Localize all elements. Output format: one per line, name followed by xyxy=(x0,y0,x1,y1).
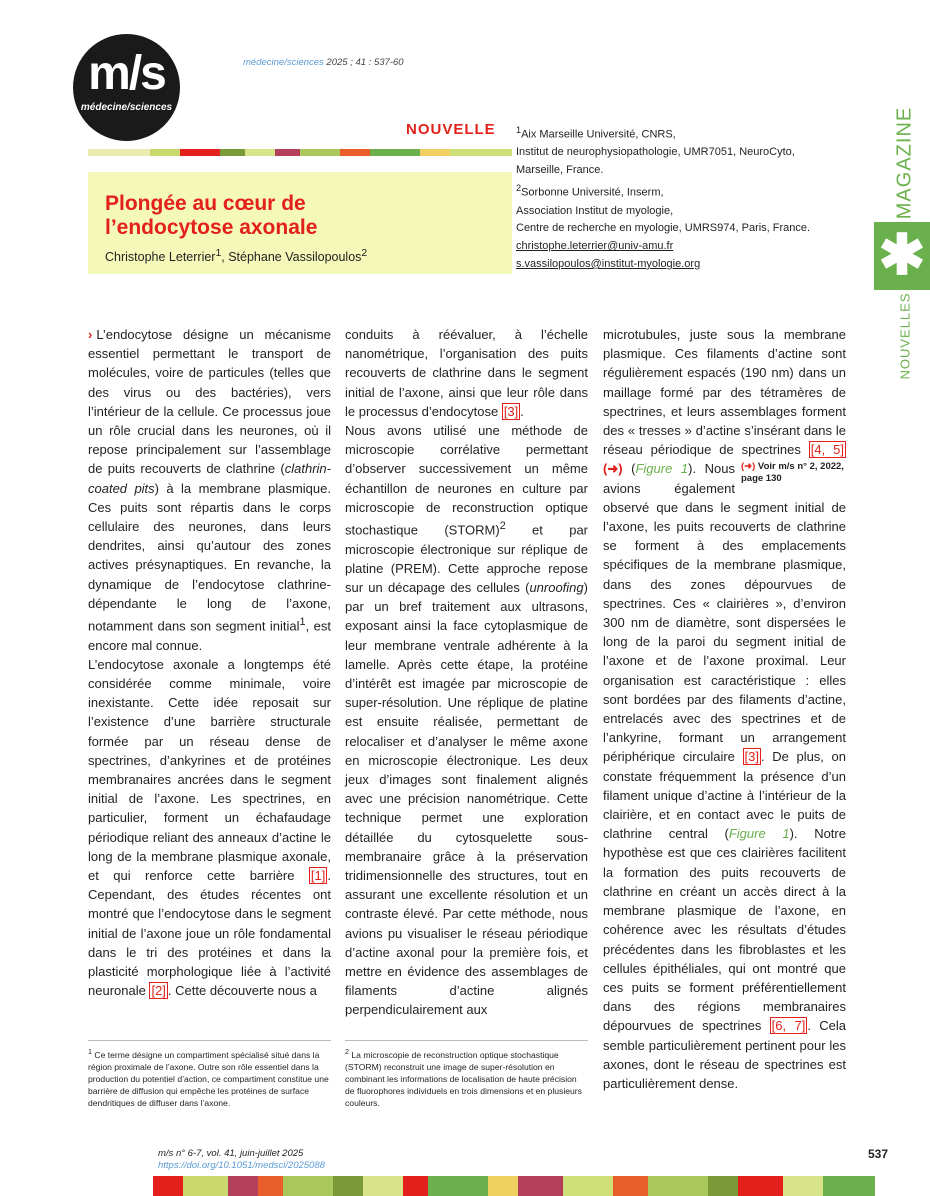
logo-subtitle: médecine/sciences xyxy=(80,102,173,113)
footnote-marker[interactable]: 1 xyxy=(299,616,306,629)
text-run: L’endocytose désigne un mécanisme essentiel permettant le transport de molécules, voire de particules (telles que des virus ou des bactéries), vers l’intérieur de la cellule. Ce processus joue un rôle crucial dans les neurones, où il repose principalement sur l’assemblage de puits recouverts de clathrine ( xyxy=(88,327,331,477)
section-label: NOUVELLE xyxy=(406,121,496,138)
reference-link[interactable]: [1] xyxy=(310,868,326,884)
text-run: . Cela semble particulièrement pertinent pour les axones, dont le réseau de spectrines est particulièrement dense. xyxy=(603,1018,846,1091)
footnote-divider xyxy=(88,1040,331,1041)
doi-link[interactable]: https://doi.org/10.1051/medsci/2025088 xyxy=(158,1160,325,1171)
footer-stripe xyxy=(153,1176,875,1196)
title-line-1: Plongée au cœur de xyxy=(105,192,306,215)
text-run: microtubules, juste sous la membrane plasmique. Ces filaments d’actine sont régulièrement espacés (190 nm) dans un maillage formé par des tétramères de spectrines, et leurs assemblages forment des « tresses » d’actine s’insérant dans le réseau périodique de spectrines xyxy=(603,327,846,458)
paragraph xyxy=(345,325,588,421)
body-column-1 xyxy=(88,325,331,1000)
footnote-divider xyxy=(345,1040,588,1041)
nouvelles-label: NOUVELLES xyxy=(897,292,913,380)
footnote-number: 1 xyxy=(88,1048,92,1056)
arrow-right-icon[interactable]: (➜) xyxy=(603,461,623,477)
affil-1-line-2: Institut de neurophysiopathologie, UMR7051, NeuroCyto, xyxy=(516,146,795,159)
journal-volume: 2025 ; 41 : 537-60 xyxy=(323,57,404,68)
logo-text: m/s xyxy=(88,47,165,100)
affiliations xyxy=(516,122,810,274)
footnote-text: Ce terme désigne un compartiment spécialisé situé dans la région proximale de l’axone. Outre son rôle essentiel dans la production du potentiel d’action, ce compartiment constitue une barrière de diffusion qui empêche les protéines de surface dendritiques de diffuser dans l’axone. xyxy=(88,1049,329,1108)
footnote-marker[interactable]: 2 xyxy=(499,520,506,533)
title-line-2: l’endocytose axonale xyxy=(105,216,318,239)
paragraph xyxy=(345,421,588,1020)
author-2: Stéphane Vassilopoulos xyxy=(228,250,362,265)
journal-logo xyxy=(73,34,180,141)
affil-1-line-1: Aix Marseille Université, CNRS, xyxy=(521,128,676,141)
paragraph xyxy=(88,655,331,1001)
chevron-right-icon: › xyxy=(88,327,93,342)
journal-reference xyxy=(243,57,404,68)
asterisk-icon: ✱ xyxy=(874,222,930,290)
authors xyxy=(105,248,367,264)
magazine-tab xyxy=(885,106,925,219)
text-run: . Nous avions également observé que dans le segment initial de l’axone, les puits recouverts de clathrine se forment à des emplacements spécifiques de la membrane plasmique, dans des zones dépourvues de spectrines. Ces « clairières », d’environ 300 nm de diamètre, sont dispersées le long de la paroi du segment initial de l’axone et de l’axone proximal. Leur organisation est caractéristique : elles sont bordées par des filaments d’actine, entrelacés avec des spectrines et de l’ankyrine, formant un arrangement périphérique circulaire xyxy=(603,461,846,765)
text-run: . xyxy=(520,403,524,419)
text-run: . Cependant, des études récentes ont montré que l’endocytose dans le segment initial de l’axone joue un rôle fondamental dans le tri des protéines et dans la plasticité morphologique liée à l’activité neuronale xyxy=(88,868,331,999)
figure-link[interactable]: Figure 1 xyxy=(728,826,790,842)
text-run: Nous avons utilisé une méthode de microscopie corrélative permettant d’observer successivement un même échantillon de neurones en culture par microscopie de reconstruction optique stochastique (STORM) xyxy=(345,423,588,538)
footer-citation xyxy=(158,1148,325,1172)
email-link-2[interactable]: s.vassilopoulos@institut-myologie.org xyxy=(516,257,701,270)
author-1: Christophe Leterrier xyxy=(105,250,216,265)
footnote-number: 2 xyxy=(345,1048,349,1056)
nouvelles-tab xyxy=(885,292,925,380)
magazine-label: MAGAZINE xyxy=(893,106,916,219)
text-run: et par microscopie électronique sur réplique de platine (PREM). Cette approche repose sur un décapage des cellules ( xyxy=(345,522,589,595)
text-run: unroofing xyxy=(529,579,584,595)
author-2-affil: 2 xyxy=(361,248,368,259)
text-run: clathrin-coated pits xyxy=(88,461,331,496)
paragraph xyxy=(88,325,331,655)
reference-link[interactable]: [3] xyxy=(744,749,759,765)
affil-2-line-3: Centre de recherche en myologie, UMRS974, Paris, France. xyxy=(516,222,811,235)
affil-1-num: 1 xyxy=(516,125,522,135)
cross-reference-text: Voir m/s n° 2, 2022, page 130 xyxy=(741,461,844,485)
affil-2-line-1: Sorbonne Université, Inserm, xyxy=(521,186,664,199)
footnote-text: La microscopie de reconstruction optique stochastique (STORM) reconstruit une image de super-résolution en combinant les informations de localisation de haute précision de fluorophores individuels en trois dimensions et en plusieurs couleurs. xyxy=(345,1049,582,1108)
article-title xyxy=(105,192,317,240)
arrow-right-icon: (➜) xyxy=(741,461,756,473)
affil-1-line-3: Marseille, France. xyxy=(516,164,604,177)
decorative-stripe xyxy=(88,149,512,156)
author-1-affil: 1 xyxy=(215,248,222,259)
footnote-2 xyxy=(345,1046,588,1109)
affil-2-num: 2 xyxy=(516,183,522,194)
affil-2-line-2: Association Institut de myologie, xyxy=(516,204,674,217)
paragraph: microtubules, juste sous la membrane plasmique. Ces filaments d’actine sont régulièrement espacés (190 nm) dans un maillage formé par des tétramères de spectrines, et leurs assemblages forment des « tresses » d’actine s’insérant dans le réseau périodique de spectrines [4, 5] (➜) (Figure 1) (➜) Voir m/s n° 2, 2022, page 130 . Nous avions également observé que dans le segment initial de l’axone, les puits recouverts de clathrine se forment à des emplacements spécifiques de la membrane plasmique, dans des zones dépourvues de spectrines. Ces « clairières », d’environ 300 nm de diamètre, sont dispersées le long de la paroi du segment initial de l’axone et de l’axone proximal. Leur organisation est caractéristique : elles sont bordées par des filaments d’actine, entrelacés avec des spectrines et de l’ankyrine, formant un arrangement périphérique circulaire [3] . De plus, on constate fréquemment la présence d’un filament unique d’actine à l’intérieur de la clairière, et en contact avec le puits de clathrine central (Figure 1). Notre hypothèse est que ces clairières facilitent la formation des puits recouverts de clathrine en créant un accès direct à la membrane plasmique de l’axone, en cohérence avec les résultats d’études précédentes dans les fibroblastes et les cellules épithéliales, qui ont montré que ces puits se forment préférentiellement dans des régions membranaires dépourvues de spectrines [6, 7] . Cela semble particulièrement pertinent pour les axones, dont le réseau de spectrines est particulièrement dense. xyxy=(603,327,846,1091)
reference-link[interactable]: [4, 5] xyxy=(810,442,844,458)
text-run: L’endocytose axonale a longtemps été considérée comme minimale, voire inexistante. Cette idée reposait sur l’existence d’une barrière structurale formée par un réseau dense de spectrines, d’ankyrines et de protéines membranaires ancrées dans le segment initial de l’axone. Les spectrines, en particulier, forment un échafaudage périodique reliant des anneaux d’actine le long de la membrane plasmique axonale, et qui renforce cette barrière xyxy=(88,656,331,884)
text-run: . De plus, on constate fréquemment la présence d’un filament unique d’actine à l’intérieur de la clairière, et en contact avec le puits de clathrine central ( xyxy=(603,749,846,842)
figure-link[interactable]: Figure 1 xyxy=(635,461,689,477)
issue-info: m/s n° 6-7, vol. 41, juin-juillet 2025 xyxy=(158,1148,304,1159)
text-run: ). Notre hypothèse est que ces clairières facilitent la formation des puits recouverts de clathrine en créant un accès direct à la membrane plasmique de l’axone, en cohérence avec les résultats d’études précédentes dans les fibroblastes et les cellules épithéliales, qui ont montré que ces puits se forment préférentiellement dans des régions membranaires dépourvues de spectrines xyxy=(603,826,846,1034)
reference-link[interactable]: [2] xyxy=(151,983,166,999)
text-run: . Cette découverte nous a xyxy=(167,983,317,999)
text-run: conduits à réévaluer, à l’échelle nanométrique, l’organisation des puits recouverts de clathrine dans le segment initial de l’axone, ainsi que leur rôle dans le processus d’endocytose xyxy=(345,327,588,419)
email-link-1[interactable]: christophe.leterrier@univ-amu.fr xyxy=(516,240,674,253)
page-number: 537 xyxy=(868,1147,889,1161)
reference-link[interactable]: [6, 7] xyxy=(771,1018,806,1034)
text-run: , est encore mal connue. xyxy=(88,618,331,653)
text-run: ) à la membrane plasmique. Ces puits sont répartis dans le corps cellulaire des neurones, dans leurs dendrites, ainsi qu’autour des zones actives présynaptiques. En revanche, la dynamique de l’endocytose clathrine-dépendante le long de l’axone, notamment dans son segment initial xyxy=(88,480,331,634)
reference-link[interactable]: [3] xyxy=(503,403,519,419)
text-run: ) par un bref traitement aux ultrasons, exposant ainsi la face cytoplasmique de leur membrane ventrale adhérente à la lamelle. Après cette étape, la protéine d’intérêt est imagée par microscopie de super-résolution. Une réplique de platine est ensuite réalisée, permettant de relocaliser et d’analyser le même axone en microscopie électronique. Les deux jeux d’images sont finalement alignés avec une précision nanométrique. Cette technique permet une exploration détaillée du cytosquelette sous-membranaire grâce à la préservation tridimensionnelle des structures, tout en assurant une excellente résolution et un contraste élevé. Par cette méthode, nous avions pu visualiser le réseau périodique d’actine axonal pour la première fois, et mettre en évidence des assemblages de filaments d’actine alignés perpendiculairement aux xyxy=(345,579,588,1018)
body-column-3 xyxy=(603,325,846,1093)
author-separator: , xyxy=(221,250,229,265)
journal-name: médecine/sciences xyxy=(243,57,324,68)
cross-reference-note[interactable] xyxy=(741,461,846,485)
footnote-1 xyxy=(88,1046,331,1109)
body-column-2 xyxy=(345,325,588,1020)
